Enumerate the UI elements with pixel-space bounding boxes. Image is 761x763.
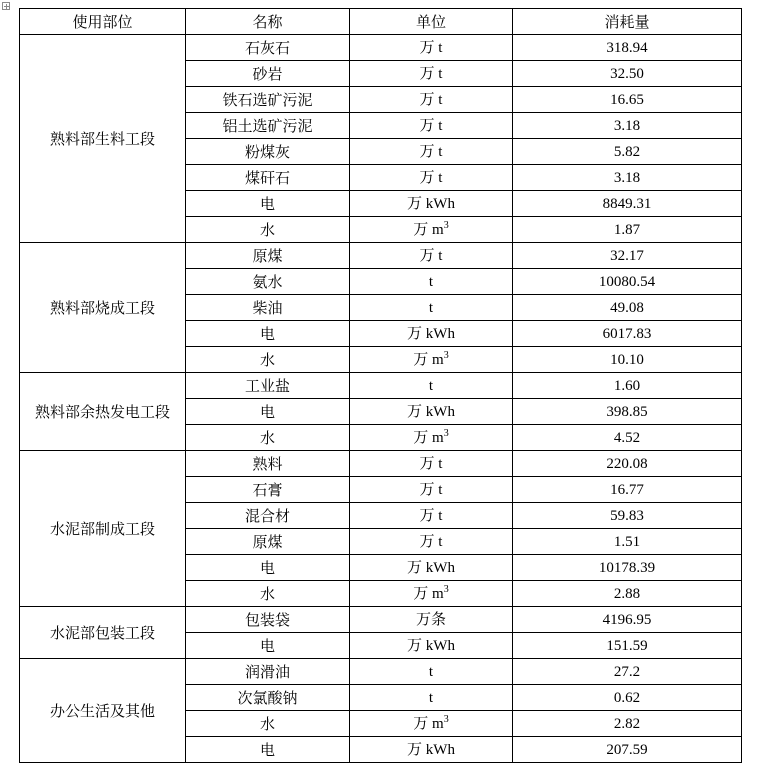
unit-superscript: 3 (443, 349, 449, 361)
unit-text: t (428, 663, 434, 680)
item-name-cell: 包装袋 (186, 607, 350, 633)
item-name-cell: 氨水 (186, 269, 350, 295)
unit-text: t (428, 689, 434, 706)
consumption-value-cell: 10178.39 (513, 555, 742, 581)
item-name-cell: 电 (186, 399, 350, 425)
unit-cell (350, 321, 513, 347)
item-name-cell: 原煤 (186, 529, 350, 555)
item-name-cell: 铝土选矿污泥 (186, 113, 350, 139)
unit-cell (350, 87, 513, 113)
item-name-cell: 煤矸石 (186, 165, 350, 191)
unit-text: 万 kWh (407, 741, 455, 758)
item-name-cell: 次氯酸钠 (186, 685, 350, 711)
unit-cell (350, 607, 513, 633)
item-name-cell: 砂岩 (186, 61, 350, 87)
consumption-value-cell: 1.60 (513, 373, 742, 399)
consumption-value-cell: 59.83 (513, 503, 742, 529)
header-consumption: 消耗量 (513, 9, 742, 35)
item-name-cell: 水 (186, 347, 350, 373)
consumption-value-cell: 49.08 (513, 295, 742, 321)
consumption-value-cell: 16.77 (513, 477, 742, 503)
item-name-cell: 电 (186, 191, 350, 217)
consumption-value-cell: 10080.54 (513, 269, 742, 295)
table-row (20, 607, 742, 633)
unit-superscript: 3 (443, 219, 449, 231)
item-name-cell: 电 (186, 555, 350, 581)
table-row (20, 451, 742, 477)
table-row (20, 659, 742, 685)
unit-text: 万 t (419, 247, 443, 264)
header-section: 使用部位 (20, 9, 186, 35)
unit-text: 万 kWh (407, 637, 455, 654)
unit-cell (350, 399, 513, 425)
item-name-cell: 石灰石 (186, 35, 350, 61)
unit-text: 万 t (419, 455, 443, 472)
unit-cell (350, 35, 513, 61)
consumption-value-cell: 2.82 (513, 711, 742, 737)
consumption-value-cell: 1.51 (513, 529, 742, 555)
unit-text: 万 t (419, 117, 443, 134)
unit-cell (350, 711, 513, 737)
section-name-cell: 熟料部余热发电工段 (20, 373, 186, 451)
unit-cell (350, 139, 513, 165)
consumption-value-cell: 398.85 (513, 399, 742, 425)
unit-text: 万 t (419, 143, 443, 160)
unit-text: 万 m (413, 585, 444, 602)
unit-text: 万 kWh (407, 325, 455, 342)
unit-cell (350, 61, 513, 87)
unit-cell (350, 295, 513, 321)
consumption-value-cell: 0.62 (513, 685, 742, 711)
unit-cell (350, 165, 513, 191)
unit-cell (350, 685, 513, 711)
consumption-value-cell: 4196.95 (513, 607, 742, 633)
unit-text: 万 kWh (407, 195, 455, 212)
item-name-cell: 水 (186, 711, 350, 737)
unit-cell (350, 581, 513, 607)
section-name-cell: 熟料部生料工段 (20, 35, 186, 243)
consumption-value-cell: 4.52 (513, 425, 742, 451)
consumption-value-cell: 32.17 (513, 243, 742, 269)
header-unit: 单位 (350, 9, 513, 35)
item-name-cell: 原煤 (186, 243, 350, 269)
unit-cell (350, 373, 513, 399)
table-move-handle-icon[interactable] (2, 2, 10, 10)
table-header-row (20, 9, 742, 35)
unit-text: 万 m (413, 351, 444, 368)
consumption-value-cell: 8849.31 (513, 191, 742, 217)
unit-cell (350, 113, 513, 139)
unit-text: t (428, 299, 434, 316)
section-name-cell: 水泥部制成工段 (20, 451, 186, 607)
item-name-cell: 铁石选矿污泥 (186, 87, 350, 113)
unit-superscript: 3 (443, 713, 449, 725)
unit-text: 万 t (419, 39, 443, 56)
consumption-value-cell: 207.59 (513, 737, 742, 763)
consumption-value-cell: 5.82 (513, 139, 742, 165)
table-body (20, 35, 742, 763)
unit-cell (350, 659, 513, 685)
unit-cell (350, 425, 513, 451)
section-name-cell: 熟料部烧成工段 (20, 243, 186, 373)
consumption-value-cell: 1.87 (513, 217, 742, 243)
table-row (20, 243, 742, 269)
item-name-cell: 工业盐 (186, 373, 350, 399)
consumption-value-cell: 10.10 (513, 347, 742, 373)
item-name-cell: 水 (186, 425, 350, 451)
unit-cell (350, 243, 513, 269)
item-name-cell: 石膏 (186, 477, 350, 503)
unit-cell (350, 633, 513, 659)
unit-superscript: 3 (443, 427, 449, 439)
unit-cell (350, 347, 513, 373)
unit-text: 万 m (413, 221, 444, 238)
section-name-cell: 水泥部包装工段 (20, 607, 186, 659)
unit-text: 万 t (419, 481, 443, 498)
table-row (20, 373, 742, 399)
unit-text: 万 t (419, 91, 443, 108)
item-name-cell: 混合材 (186, 503, 350, 529)
section-name-cell: 办公生活及其他 (20, 659, 186, 763)
item-name-cell: 熟料 (186, 451, 350, 477)
unit-text: 万 kWh (407, 559, 455, 576)
consumption-value-cell: 6017.83 (513, 321, 742, 347)
unit-text: 万条 (415, 611, 446, 628)
unit-text: 万 t (419, 169, 443, 186)
consumption-table (19, 8, 742, 763)
consumption-value-cell: 3.18 (513, 113, 742, 139)
item-name-cell: 水 (186, 217, 350, 243)
unit-text: 万 t (419, 65, 443, 82)
unit-cell (350, 529, 513, 555)
consumption-value-cell: 16.65 (513, 87, 742, 113)
item-name-cell: 电 (186, 321, 350, 347)
unit-text: 万 m (413, 429, 444, 446)
item-name-cell: 水 (186, 581, 350, 607)
unit-text: 万 t (419, 533, 443, 550)
consumption-value-cell: 318.94 (513, 35, 742, 61)
unit-cell (350, 477, 513, 503)
consumption-value-cell: 220.08 (513, 451, 742, 477)
consumption-value-cell: 27.2 (513, 659, 742, 685)
table-row (20, 35, 742, 61)
unit-cell (350, 269, 513, 295)
consumption-value-cell: 3.18 (513, 165, 742, 191)
item-name-cell: 电 (186, 633, 350, 659)
item-name-cell: 柴油 (186, 295, 350, 321)
consumption-value-cell: 151.59 (513, 633, 742, 659)
unit-cell (350, 503, 513, 529)
unit-text: 万 t (419, 507, 443, 524)
unit-text: 万 m (413, 715, 444, 732)
item-name-cell: 电 (186, 737, 350, 763)
unit-cell (350, 451, 513, 477)
unit-cell (350, 555, 513, 581)
item-name-cell: 润滑油 (186, 659, 350, 685)
consumption-value-cell: 32.50 (513, 61, 742, 87)
unit-cell (350, 191, 513, 217)
unit-cell (350, 217, 513, 243)
unit-text: t (428, 377, 434, 394)
unit-text: 万 kWh (407, 403, 455, 420)
unit-text: t (428, 273, 434, 290)
header-item: 名称 (186, 9, 350, 35)
item-name-cell: 粉煤灰 (186, 139, 350, 165)
consumption-value-cell: 2.88 (513, 581, 742, 607)
unit-cell (350, 737, 513, 763)
unit-superscript: 3 (443, 583, 449, 595)
